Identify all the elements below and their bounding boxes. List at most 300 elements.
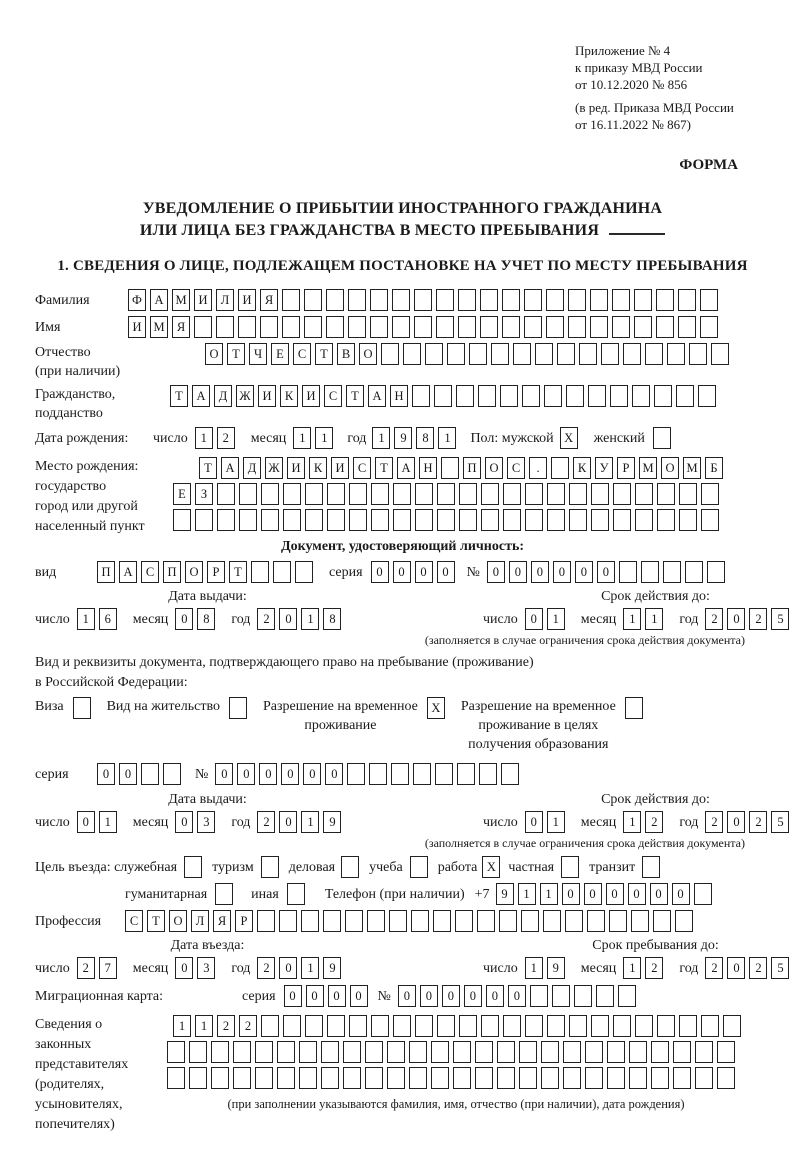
- identity-doc-dates-right-число-box[interactable]: 0: [525, 608, 543, 630]
- phone-number-box[interactable]: 0: [584, 883, 602, 905]
- identity-doc-dates-left-год-box[interactable]: 2: [257, 608, 275, 630]
- entry-dates-right-месяц-box[interactable]: 2: [645, 957, 663, 979]
- patronymic-box[interactable]: О: [205, 343, 223, 365]
- birth-place-block-line1-box[interactable]: С: [353, 457, 371, 479]
- legal-representatives-block-line1-box[interactable]: [613, 1015, 631, 1037]
- legal-representatives-block-line2-box[interactable]: [255, 1041, 273, 1063]
- residence-doc-dates-right-месяц-box[interactable]: 1: [623, 811, 641, 833]
- legal-representatives-block-line2-box[interactable]: [409, 1041, 427, 1063]
- legal-representatives-block-line3-box[interactable]: [673, 1067, 691, 1089]
- birth-place-block-line2-box[interactable]: [349, 483, 367, 505]
- citizenship-box[interactable]: [412, 385, 430, 407]
- citizenship-box[interactable]: [654, 385, 672, 407]
- legal-representatives-block-line3-box[interactable]: [299, 1067, 317, 1089]
- purpose-work-checkbox[interactable]: Х: [482, 856, 500, 878]
- birth-place-block-line3-box[interactable]: [459, 509, 477, 531]
- given-name-box[interactable]: [260, 316, 278, 338]
- birth-place-block-line3-box[interactable]: [349, 509, 367, 531]
- migration-card-number-box[interactable]: 0: [398, 985, 416, 1007]
- citizenship-box[interactable]: [500, 385, 518, 407]
- birth-place-block-line1-box[interactable]: Б: [705, 457, 723, 479]
- birth-place-block-line2-box[interactable]: [437, 483, 455, 505]
- residence-doc-dates-right-месяц-box[interactable]: 2: [645, 811, 663, 833]
- legal-representatives-block-line2-box[interactable]: [651, 1041, 669, 1063]
- legal-representatives-block-line3-box[interactable]: [277, 1067, 295, 1089]
- legal-representatives-block-line3-box[interactable]: [629, 1067, 647, 1089]
- legal-representatives-block-line3-box[interactable]: [387, 1067, 405, 1089]
- given-name-box[interactable]: [590, 316, 608, 338]
- migration-card-number-box[interactable]: 0: [420, 985, 438, 1007]
- given-name-box[interactable]: [480, 316, 498, 338]
- birth-place-block-line3-box[interactable]: [503, 509, 521, 531]
- surname-box[interactable]: [414, 289, 432, 311]
- legal-representatives-block-line1-box[interactable]: [503, 1015, 521, 1037]
- purpose-other-checkbox[interactable]: [287, 883, 305, 905]
- phone-number-box[interactable]: 0: [628, 883, 646, 905]
- legal-representatives-block-line3-box[interactable]: [695, 1067, 713, 1089]
- residence-doc-number-box[interactable]: [369, 763, 387, 785]
- birth-place-block-line3-box[interactable]: [657, 509, 675, 531]
- identity-doc-dates-left-число-box[interactable]: 6: [99, 608, 117, 630]
- profession-box[interactable]: [455, 910, 473, 932]
- birth-place-block-line2-box[interactable]: [525, 483, 543, 505]
- legal-representatives-block-line3-box[interactable]: [563, 1067, 581, 1089]
- legal-representatives-block-line3-box[interactable]: [189, 1067, 207, 1089]
- profession-box[interactable]: [411, 910, 429, 932]
- residence-doc-dates-right-год-box[interactable]: 5: [771, 811, 789, 833]
- patronymic-box[interactable]: [645, 343, 663, 365]
- patronymic-box[interactable]: [535, 343, 553, 365]
- citizenship-box[interactable]: Ж: [236, 385, 254, 407]
- phone-number-box[interactable]: 1: [518, 883, 536, 905]
- legal-representatives-block-line3-box[interactable]: [343, 1067, 361, 1089]
- birth-year-box[interactable]: 8: [416, 427, 434, 449]
- legal-representatives-block-line3-box[interactable]: [211, 1067, 229, 1089]
- surname-box[interactable]: [326, 289, 344, 311]
- birth-place-block-line1-box[interactable]: Д: [243, 457, 261, 479]
- purpose-official-checkbox[interactable]: [184, 856, 202, 878]
- birth-year-box[interactable]: 9: [394, 427, 412, 449]
- legal-representatives-block-line1-box[interactable]: [459, 1015, 477, 1037]
- profession-box[interactable]: [565, 910, 583, 932]
- legal-representatives-block-line2-box[interactable]: [629, 1041, 647, 1063]
- residence-doc-dates-right-год-box[interactable]: 0: [727, 811, 745, 833]
- birth-place-block-line3-box[interactable]: [173, 509, 191, 531]
- identity-doc-dates-right-число-box[interactable]: 1: [547, 608, 565, 630]
- birth-year-box[interactable]: 1: [372, 427, 390, 449]
- given-name-box[interactable]: [392, 316, 410, 338]
- legal-representatives-block-line1-box[interactable]: [723, 1015, 741, 1037]
- birth-place-block-line3-box[interactable]: [415, 509, 433, 531]
- patronymic-box[interactable]: Ч: [249, 343, 267, 365]
- purpose-study-checkbox[interactable]: [410, 856, 428, 878]
- citizenship-box[interactable]: [610, 385, 628, 407]
- birth-place-block-line3-box[interactable]: [195, 509, 213, 531]
- residence-doc-number-box[interactable]: [347, 763, 365, 785]
- given-name-box[interactable]: [370, 316, 388, 338]
- birth-place-block-line1-box[interactable]: А: [221, 457, 239, 479]
- profession-box[interactable]: Я: [213, 910, 231, 932]
- legal-representatives-block-line2-box[interactable]: [233, 1041, 251, 1063]
- birth-place-block-line3-box[interactable]: [371, 509, 389, 531]
- phone-number-box[interactable]: 0: [650, 883, 668, 905]
- profession-box[interactable]: [587, 910, 605, 932]
- given-name-box[interactable]: [700, 316, 718, 338]
- identity-doc-dates-right-месяц-box[interactable]: 1: [645, 608, 663, 630]
- entry-dates-left-месяц-box[interactable]: 0: [175, 957, 193, 979]
- doc-number-box[interactable]: [685, 561, 703, 583]
- birth-place-block-line2-box[interactable]: [239, 483, 257, 505]
- legal-representatives-block-line1-box[interactable]: [547, 1015, 565, 1037]
- doc-type-box[interactable]: О: [185, 561, 203, 583]
- entry-dates-right-год-box[interactable]: 5: [771, 957, 789, 979]
- profession-box[interactable]: Т: [147, 910, 165, 932]
- birth-place-block-line1-box[interactable]: Р: [617, 457, 635, 479]
- citizenship-box[interactable]: [588, 385, 606, 407]
- birth-place-block-line1-box[interactable]: К: [573, 457, 591, 479]
- surname-box[interactable]: [282, 289, 300, 311]
- given-name-box[interactable]: [502, 316, 520, 338]
- entry-dates-right-год-box[interactable]: 2: [749, 957, 767, 979]
- profession-box[interactable]: [367, 910, 385, 932]
- residence-permit-checkbox[interactable]: [229, 697, 247, 719]
- legal-representatives-block-line3-box[interactable]: [497, 1067, 515, 1089]
- identity-doc-dates-right-год-box[interactable]: 0: [727, 608, 745, 630]
- legal-representatives-block-line2-box[interactable]: [497, 1041, 515, 1063]
- legal-representatives-block-line1-box[interactable]: [481, 1015, 499, 1037]
- gender-female-checkbox[interactable]: [653, 427, 671, 449]
- residence-doc-series-box[interactable]: 0: [97, 763, 115, 785]
- birth-place-block-line3-box[interactable]: [525, 509, 543, 531]
- purpose-transit-checkbox[interactable]: [642, 856, 660, 878]
- legal-representatives-block-line1-box[interactable]: 2: [239, 1015, 257, 1037]
- legal-representatives-block-line2-box[interactable]: [189, 1041, 207, 1063]
- citizenship-box[interactable]: [632, 385, 650, 407]
- doc-number-box[interactable]: 0: [509, 561, 527, 583]
- doc-series-box[interactable]: 0: [437, 561, 455, 583]
- temporary-residence-education-checkbox[interactable]: [625, 697, 643, 719]
- legal-representatives-block-line1-box[interactable]: [591, 1015, 609, 1037]
- birth-place-block-line1-box[interactable]: М: [639, 457, 657, 479]
- citizenship-box[interactable]: Т: [170, 385, 188, 407]
- birth-place-block-line2-box[interactable]: [569, 483, 587, 505]
- migration-card-number-box[interactable]: 0: [464, 985, 482, 1007]
- migration-card-series-box[interactable]: 0: [350, 985, 368, 1007]
- given-name-box[interactable]: [634, 316, 652, 338]
- profession-box[interactable]: [477, 910, 495, 932]
- birth-year-box[interactable]: 1: [438, 427, 456, 449]
- doc-number-box[interactable]: [641, 561, 659, 583]
- identity-doc-dates-left-число-box[interactable]: 1: [77, 608, 95, 630]
- phone-number-box[interactable]: 1: [540, 883, 558, 905]
- patronymic-box[interactable]: [711, 343, 729, 365]
- birth-place-block-line1-box[interactable]: К: [309, 457, 327, 479]
- doc-number-box[interactable]: 0: [531, 561, 549, 583]
- doc-type-box[interactable]: [295, 561, 313, 583]
- legal-representatives-block-line1-box[interactable]: [349, 1015, 367, 1037]
- surname-box[interactable]: М: [172, 289, 190, 311]
- migration-card-number-box[interactable]: [574, 985, 592, 1007]
- legal-representatives-block-line3-box[interactable]: [607, 1067, 625, 1089]
- birth-place-block-line2-box[interactable]: [657, 483, 675, 505]
- legal-representatives-block-line2-box[interactable]: [321, 1041, 339, 1063]
- birth-month-box[interactable]: 1: [315, 427, 333, 449]
- entry-dates-left-год-box[interactable]: 9: [323, 957, 341, 979]
- given-name-box[interactable]: [546, 316, 564, 338]
- surname-box[interactable]: [348, 289, 366, 311]
- legal-representatives-block-line3-box[interactable]: [321, 1067, 339, 1089]
- entry-dates-right-число-box[interactable]: 9: [547, 957, 565, 979]
- birth-place-block-line1-box[interactable]: О: [485, 457, 503, 479]
- surname-box[interactable]: [700, 289, 718, 311]
- phone-number-box[interactable]: 0: [606, 883, 624, 905]
- patronymic-box[interactable]: [689, 343, 707, 365]
- entry-dates-left-год-box[interactable]: 1: [301, 957, 319, 979]
- doc-type-box[interactable]: Р: [207, 561, 225, 583]
- legal-representatives-block-line2-box[interactable]: [453, 1041, 471, 1063]
- legal-representatives-block-line1-box[interactable]: [305, 1015, 323, 1037]
- profession-box[interactable]: С: [125, 910, 143, 932]
- birth-place-block-line3-box[interactable]: [393, 509, 411, 531]
- birth-place-block-line2-box[interactable]: [305, 483, 323, 505]
- identity-doc-dates-right-месяц-box[interactable]: 1: [623, 608, 641, 630]
- doc-number-box[interactable]: 0: [597, 561, 615, 583]
- given-name-box[interactable]: [414, 316, 432, 338]
- residence-doc-number-box[interactable]: 0: [325, 763, 343, 785]
- surname-box[interactable]: [458, 289, 476, 311]
- legal-representatives-block-line1-box[interactable]: [635, 1015, 653, 1037]
- citizenship-box[interactable]: К: [280, 385, 298, 407]
- legal-representatives-block-line3-box[interactable]: [409, 1067, 427, 1089]
- patronymic-box[interactable]: В: [337, 343, 355, 365]
- legal-representatives-block-line3-box[interactable]: [475, 1067, 493, 1089]
- residence-doc-dates-left-число-box[interactable]: 0: [77, 811, 95, 833]
- birth-place-block-line2-box[interactable]: [283, 483, 301, 505]
- legal-representatives-block-line1-box[interactable]: [657, 1015, 675, 1037]
- given-name-box[interactable]: [282, 316, 300, 338]
- birth-day-box[interactable]: 2: [217, 427, 235, 449]
- surname-box[interactable]: [502, 289, 520, 311]
- surname-box[interactable]: [590, 289, 608, 311]
- profession-box[interactable]: [301, 910, 319, 932]
- legal-representatives-block-line2-box[interactable]: [431, 1041, 449, 1063]
- entry-dates-left-число-box[interactable]: 2: [77, 957, 95, 979]
- legal-representatives-block-line3-box[interactable]: [541, 1067, 559, 1089]
- doc-series-box[interactable]: 0: [415, 561, 433, 583]
- legal-representatives-block-line1-box[interactable]: 1: [195, 1015, 213, 1037]
- patronymic-box[interactable]: [623, 343, 641, 365]
- birth-place-block-line2-box[interactable]: [327, 483, 345, 505]
- doc-type-box[interactable]: А: [119, 561, 137, 583]
- doc-series-box[interactable]: 0: [371, 561, 389, 583]
- visa-checkbox[interactable]: [73, 697, 91, 719]
- patronymic-box[interactable]: [579, 343, 597, 365]
- legal-representatives-block-line1-box[interactable]: [327, 1015, 345, 1037]
- doc-number-box[interactable]: 0: [487, 561, 505, 583]
- migration-card-number-box[interactable]: 0: [442, 985, 460, 1007]
- legal-representatives-block-line1-box[interactable]: [437, 1015, 455, 1037]
- given-name-box[interactable]: [568, 316, 586, 338]
- residence-doc-number-box[interactable]: [413, 763, 431, 785]
- entry-dates-left-год-box[interactable]: 2: [257, 957, 275, 979]
- residence-doc-number-box[interactable]: 0: [237, 763, 255, 785]
- legal-representatives-block-line2-box[interactable]: [519, 1041, 537, 1063]
- citizenship-box[interactable]: [434, 385, 452, 407]
- legal-representatives-block-line1-box[interactable]: [415, 1015, 433, 1037]
- residence-doc-number-box[interactable]: [457, 763, 475, 785]
- surname-box[interactable]: [678, 289, 696, 311]
- birth-place-block-line2-box[interactable]: [635, 483, 653, 505]
- legal-representatives-block-line3-box[interactable]: [167, 1067, 185, 1089]
- patronymic-box[interactable]: [425, 343, 443, 365]
- surname-box[interactable]: [436, 289, 454, 311]
- identity-doc-dates-left-год-box[interactable]: 0: [279, 608, 297, 630]
- patronymic-box[interactable]: [403, 343, 421, 365]
- patronymic-box[interactable]: С: [293, 343, 311, 365]
- surname-box[interactable]: [612, 289, 630, 311]
- surname-box[interactable]: [568, 289, 586, 311]
- birth-place-block-line2-box[interactable]: З: [195, 483, 213, 505]
- legal-representatives-block-line1-box[interactable]: [679, 1015, 697, 1037]
- residence-doc-dates-left-число-box[interactable]: 1: [99, 811, 117, 833]
- purpose-private-checkbox[interactable]: [561, 856, 579, 878]
- birth-place-block-line3-box[interactable]: [481, 509, 499, 531]
- patronymic-box[interactable]: [381, 343, 399, 365]
- legal-representatives-block-line2-box[interactable]: [387, 1041, 405, 1063]
- birth-place-block-line1-box[interactable]: [551, 457, 569, 479]
- surname-box[interactable]: Ф: [128, 289, 146, 311]
- migration-card-number-box[interactable]: 0: [486, 985, 504, 1007]
- residence-doc-number-box[interactable]: [501, 763, 519, 785]
- migration-card-number-box[interactable]: [552, 985, 570, 1007]
- given-name-box[interactable]: [678, 316, 696, 338]
- legal-representatives-block-line2-box[interactable]: [541, 1041, 559, 1063]
- legal-representatives-block-line3-box[interactable]: [585, 1067, 603, 1089]
- profession-box[interactable]: [257, 910, 275, 932]
- patronymic-box[interactable]: [469, 343, 487, 365]
- profession-box[interactable]: [433, 910, 451, 932]
- birth-place-block-line2-box[interactable]: [547, 483, 565, 505]
- birth-place-block-line1-box[interactable]: О: [661, 457, 679, 479]
- legal-representatives-block-line1-box[interactable]: [569, 1015, 587, 1037]
- entry-dates-right-год-box[interactable]: 2: [705, 957, 723, 979]
- profession-box[interactable]: [279, 910, 297, 932]
- birth-place-block-line2-box[interactable]: [371, 483, 389, 505]
- profession-box[interactable]: [543, 910, 561, 932]
- surname-box[interactable]: [304, 289, 322, 311]
- profession-box[interactable]: О: [169, 910, 187, 932]
- profession-box[interactable]: [521, 910, 539, 932]
- birth-place-block-line3-box[interactable]: [261, 509, 279, 531]
- residence-doc-dates-right-число-box[interactable]: 1: [547, 811, 565, 833]
- birth-place-block-line1-box[interactable]: А: [397, 457, 415, 479]
- patronymic-box[interactable]: О: [359, 343, 377, 365]
- birth-place-block-line3-box[interactable]: [591, 509, 609, 531]
- phone-number-box[interactable]: 0: [562, 883, 580, 905]
- legal-representatives-block-line3-box[interactable]: [519, 1067, 537, 1089]
- entry-dates-right-год-box[interactable]: 0: [727, 957, 745, 979]
- birth-place-block-line3-box[interactable]: [613, 509, 631, 531]
- given-name-box[interactable]: М: [150, 316, 168, 338]
- birth-place-block-line1-box[interactable]: П: [463, 457, 481, 479]
- birth-place-block-line3-box[interactable]: [217, 509, 235, 531]
- given-name-box[interactable]: [194, 316, 212, 338]
- birth-place-block-line3-box[interactable]: [547, 509, 565, 531]
- birth-place-block-line2-box[interactable]: [613, 483, 631, 505]
- residence-doc-dates-left-год-box[interactable]: 0: [279, 811, 297, 833]
- birth-place-block-line1-box[interactable]: М: [683, 457, 701, 479]
- doc-series-box[interactable]: 0: [393, 561, 411, 583]
- temporary-residence-permit-checkbox[interactable]: Х: [427, 697, 445, 719]
- phone-number-box[interactable]: [694, 883, 712, 905]
- given-name-box[interactable]: [348, 316, 366, 338]
- birth-place-block-line3-box[interactable]: [679, 509, 697, 531]
- profession-box[interactable]: Л: [191, 910, 209, 932]
- profession-box[interactable]: [499, 910, 517, 932]
- profession-box[interactable]: [389, 910, 407, 932]
- given-name-box[interactable]: [612, 316, 630, 338]
- identity-doc-dates-left-год-box[interactable]: 8: [323, 608, 341, 630]
- doc-type-box[interactable]: [251, 561, 269, 583]
- legal-representatives-block-line2-box[interactable]: [475, 1041, 493, 1063]
- given-name-box[interactable]: Я: [172, 316, 190, 338]
- residence-doc-number-box[interactable]: [435, 763, 453, 785]
- residence-doc-number-box[interactable]: 0: [259, 763, 277, 785]
- identity-doc-dates-left-месяц-box[interactable]: 0: [175, 608, 193, 630]
- purpose-tourism-checkbox[interactable]: [261, 856, 279, 878]
- birth-place-block-line2-box[interactable]: [679, 483, 697, 505]
- surname-box[interactable]: [392, 289, 410, 311]
- legal-representatives-block-line3-box[interactable]: [717, 1067, 735, 1089]
- citizenship-box[interactable]: И: [258, 385, 276, 407]
- phone-number-box[interactable]: 0: [672, 883, 690, 905]
- entry-dates-left-год-box[interactable]: 0: [279, 957, 297, 979]
- birth-place-block-line3-box[interactable]: [327, 509, 345, 531]
- given-name-box[interactable]: [326, 316, 344, 338]
- profession-box[interactable]: [631, 910, 649, 932]
- residence-doc-number-box[interactable]: 0: [281, 763, 299, 785]
- birth-place-block-line2-box[interactable]: [459, 483, 477, 505]
- gender-male-checkbox[interactable]: Х: [560, 427, 578, 449]
- birth-place-block-line3-box[interactable]: [437, 509, 455, 531]
- birth-place-block-line1-box[interactable]: Т: [199, 457, 217, 479]
- residence-doc-dates-right-число-box[interactable]: 0: [525, 811, 543, 833]
- birth-place-block-line1-box[interactable]: .: [529, 457, 547, 479]
- patronymic-box[interactable]: Т: [227, 343, 245, 365]
- patronymic-box[interactable]: Е: [271, 343, 289, 365]
- entry-dates-right-месяц-box[interactable]: 1: [623, 957, 641, 979]
- birth-place-block-line1-box[interactable]: И: [331, 457, 349, 479]
- surname-box[interactable]: И: [194, 289, 212, 311]
- residence-doc-dates-left-месяц-box[interactable]: 3: [197, 811, 215, 833]
- residence-doc-dates-right-год-box[interactable]: 2: [705, 811, 723, 833]
- identity-doc-dates-right-год-box[interactable]: 5: [771, 608, 789, 630]
- migration-card-series-box[interactable]: 0: [306, 985, 324, 1007]
- doc-number-box[interactable]: 0: [553, 561, 571, 583]
- legal-representatives-block-line1-box[interactable]: [261, 1015, 279, 1037]
- residence-doc-dates-left-месяц-box[interactable]: 0: [175, 811, 193, 833]
- doc-number-box[interactable]: [707, 561, 725, 583]
- doc-type-box[interactable]: П: [163, 561, 181, 583]
- citizenship-box[interactable]: [456, 385, 474, 407]
- migration-card-number-box[interactable]: 0: [508, 985, 526, 1007]
- residence-doc-dates-left-год-box[interactable]: 9: [323, 811, 341, 833]
- birth-place-block-line1-box[interactable]: Ж: [265, 457, 283, 479]
- citizenship-box[interactable]: [566, 385, 584, 407]
- entry-dates-right-число-box[interactable]: 1: [525, 957, 543, 979]
- residence-doc-series-box[interactable]: [141, 763, 159, 785]
- birth-place-block-line1-box[interactable]: Т: [375, 457, 393, 479]
